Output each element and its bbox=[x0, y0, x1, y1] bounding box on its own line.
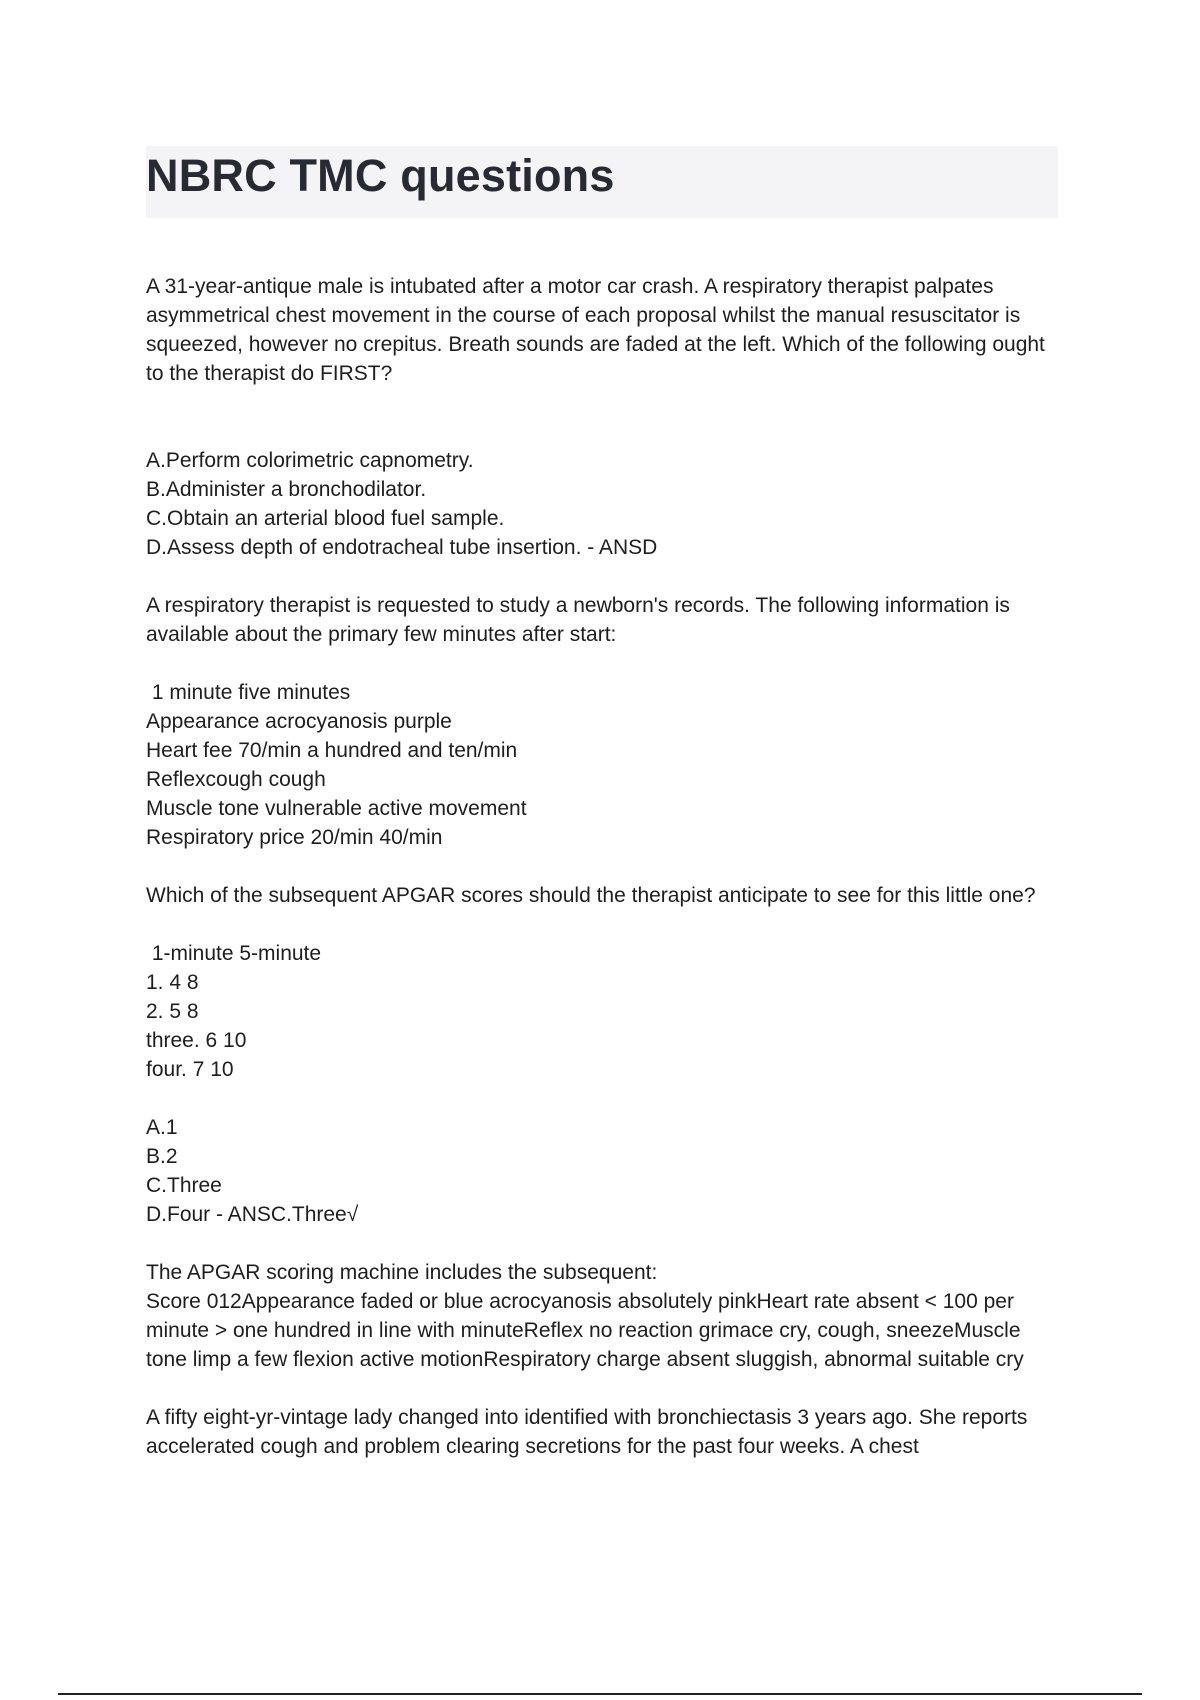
score-line: 1-minute 5-minute bbox=[146, 942, 322, 965]
footer-divider bbox=[58, 1693, 1142, 1695]
table-line: Appearance acrocyanosis purple bbox=[146, 710, 452, 733]
newborn-data-table bbox=[146, 678, 1066, 852]
score-line: 2. 5 8 bbox=[146, 1000, 199, 1023]
option-line: C.Three bbox=[146, 1174, 222, 1197]
page-title: NBRC TMC questions bbox=[146, 150, 615, 201]
document-body bbox=[146, 272, 1066, 1461]
table-line: 1 minute five minutes bbox=[146, 681, 351, 704]
table-line: Reflexcough cough bbox=[146, 768, 326, 791]
option-line: A.1 bbox=[146, 1116, 178, 1139]
apgar-score-list bbox=[146, 939, 1066, 1084]
question-1-options bbox=[146, 446, 1066, 562]
question-1-stem: A 31-year-antique male is intubated after a motor car crash. A respiratory therapist palpates asymmetrical chest movement in the course of each proposal whilst the manual resuscitator is squeezed, however no crepitus. Breath sounds are faded at the left. Which of the following ought to the therapist do FIRST? bbox=[146, 275, 1045, 385]
question-2-intro: A respiratory therapist is requested to study a newborn's records. The following information is available about the primary few minutes after start: bbox=[146, 594, 1010, 646]
question-3-stem: A fifty eight-yr-vintage lady changed into identified with bronchiectasis 3 years ago. She reports accelerated cough and problem clearing secretions for the past four weeks. A chest bbox=[146, 1406, 1028, 1458]
option-line: C.Obtain an arterial blood fuel sample. bbox=[146, 507, 505, 530]
explanation-heading: The APGAR scoring machine includes the subsequent: bbox=[146, 1261, 658, 1284]
option-line: D.Assess depth of endotracheal tube insertion. - ANSD bbox=[146, 536, 658, 559]
table-line: Heart fee 70/min a hundred and ten/min bbox=[146, 739, 518, 762]
score-line: 1. 4 8 bbox=[146, 971, 199, 994]
option-line: B.Administer a bronchodilator. bbox=[146, 478, 427, 501]
table-line: Muscle tone vulnerable active movement bbox=[146, 797, 527, 820]
question-2-options bbox=[146, 1113, 1066, 1229]
option-line: D.Four - ANSC.Three√ bbox=[146, 1203, 359, 1226]
option-line: A.Perform colorimetric capnometry. bbox=[146, 449, 474, 472]
option-line: B.2 bbox=[146, 1145, 178, 1168]
explanation-text: Score 012Appearance faded or blue acrocyanosis absolutely pinkHeart rate absent < 100 per minute > one hundred in line with minuteReflex no reaction grimace cry, cough, sneezeMuscle tone limp a few flexion active motionRespiratory charge absent sluggish, abnormal suitable cry bbox=[146, 1290, 1024, 1371]
table-line: Respiratory price 20/min 40/min bbox=[146, 826, 443, 849]
question-2-prompt: Which of the subsequent APGAR scores should the therapist anticipate to see for this little one? bbox=[146, 884, 1036, 907]
score-line: three. 6 10 bbox=[146, 1029, 247, 1052]
score-line: four. 7 10 bbox=[146, 1058, 234, 1081]
